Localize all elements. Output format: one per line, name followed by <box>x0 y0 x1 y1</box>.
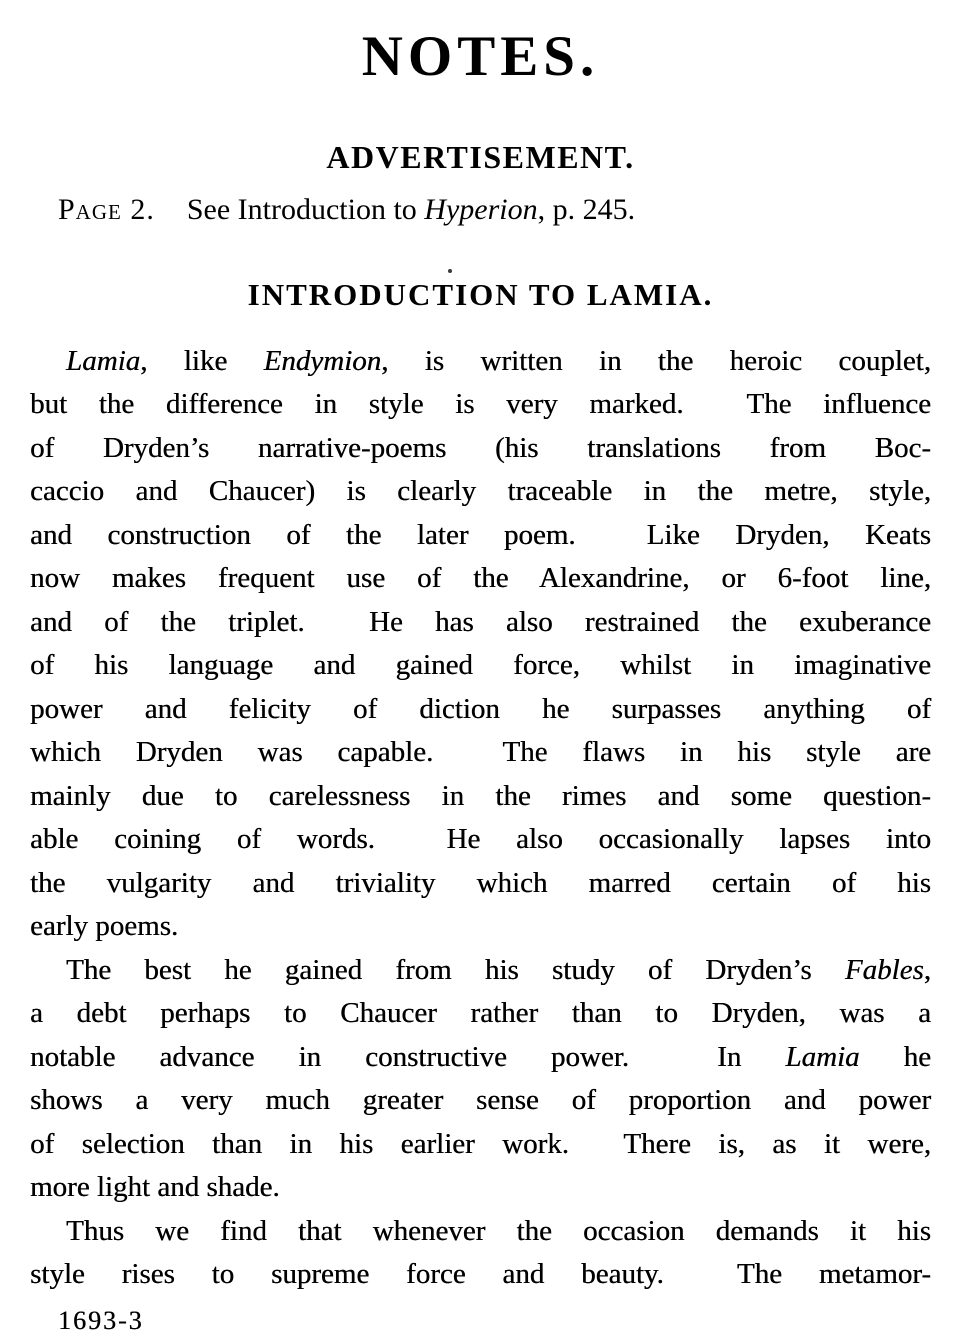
text-line <box>30 470 931 514</box>
text-run: caccio and Chaucer) is clearly traceable in the metre, style, <box>30 475 931 508</box>
text-line <box>30 1079 931 1123</box>
text-line <box>30 514 931 558</box>
text-line <box>30 905 931 949</box>
text-run: he <box>859 1040 931 1073</box>
text-run: The best he gained from his study of Dryden’s <box>66 953 845 986</box>
body-text <box>30 340 931 1297</box>
advertisement-note-page-label: Page 2. <box>58 193 155 227</box>
advertisement-note <box>0 190 961 231</box>
text-line <box>30 1036 931 1080</box>
text-line <box>30 427 931 471</box>
text-run: See Introduction to <box>186 193 425 227</box>
text-run: and construction of the later poem. Like Dryden, Keats <box>30 518 931 551</box>
italic-text-run: Endymion <box>263 344 382 377</box>
italic-text-run: Lamia <box>66 344 141 377</box>
text-run: mainly due to carelessness in the rimes and some question- <box>30 779 931 812</box>
advertisement-note-text <box>187 193 635 226</box>
text-run: and of the triplet. He has also restrained the exuberance <box>30 605 931 638</box>
text-line <box>30 862 931 906</box>
text-line <box>30 383 931 427</box>
text-run: power and felicity of diction he surpasses anything of <box>30 692 931 725</box>
text-line <box>30 1210 931 1254</box>
page-title: NOTES. <box>361 25 600 88</box>
text-run: Thus we find that whenever the occasion demands it his <box>66 1214 931 1247</box>
text-line <box>30 731 931 775</box>
italic-text-run: Lamia <box>785 1040 860 1073</box>
text-run: of his language and gained force, whilst in imaginative <box>30 649 931 682</box>
text-line <box>30 1166 931 1210</box>
text-line <box>30 949 931 993</box>
text-run: now makes frequent use of the Alexandrine, or 6-foot line, <box>30 562 931 595</box>
text-run: , is written in the heroic couplet, <box>381 344 931 377</box>
text-run: but the difference in style is very marked. The influence <box>30 388 931 421</box>
text-line <box>30 992 931 1036</box>
text-run: notable advance in constructive power. In <box>30 1040 786 1073</box>
text-line <box>30 557 931 601</box>
text-run: shows a very much greater sense of proportion and power <box>30 1084 931 1117</box>
text-run: which Dryden was capable. The flaws in his style are <box>30 736 931 769</box>
text-run: the vulgarity and triviality which marred certain of his <box>30 866 931 899</box>
text-line <box>30 601 931 645</box>
text-run: able coining of words. He also occasionally lapses into <box>30 823 931 856</box>
scan-speck <box>448 269 452 273</box>
text-run: , p. 245. <box>537 193 636 227</box>
text-run: more light and shade. <box>30 1171 280 1204</box>
text-line <box>30 340 931 384</box>
text-run: a debt perhaps to Chaucer rather than to Dryden, was a <box>30 997 931 1030</box>
text-run: , like <box>140 344 264 377</box>
text-line <box>30 688 931 732</box>
text-run: of Dryden’s narrative-poems (his translations from Boc- <box>30 431 931 464</box>
italic-text-run: Fables <box>844 953 924 986</box>
text-line <box>30 818 931 862</box>
text-run: early poems. <box>30 910 179 943</box>
text-run: , <box>923 953 931 986</box>
text-line <box>30 644 931 688</box>
advertisement-heading: ADVERTISEMENT. <box>326 138 635 175</box>
text-run: of selection than in his earlier work. There is, as it were, <box>30 1127 931 1160</box>
text-line <box>30 1253 931 1297</box>
text-run: style rises to supreme force and beauty. The metamor- <box>30 1258 931 1291</box>
italic-text-run: Hyperion <box>424 193 538 227</box>
printers-signature-mark: 1693-3 <box>58 1306 144 1335</box>
text-line <box>30 1123 931 1167</box>
introduction-heading: INTRODUCTION TO LAMIA. <box>247 276 714 312</box>
text-line <box>30 775 931 819</box>
